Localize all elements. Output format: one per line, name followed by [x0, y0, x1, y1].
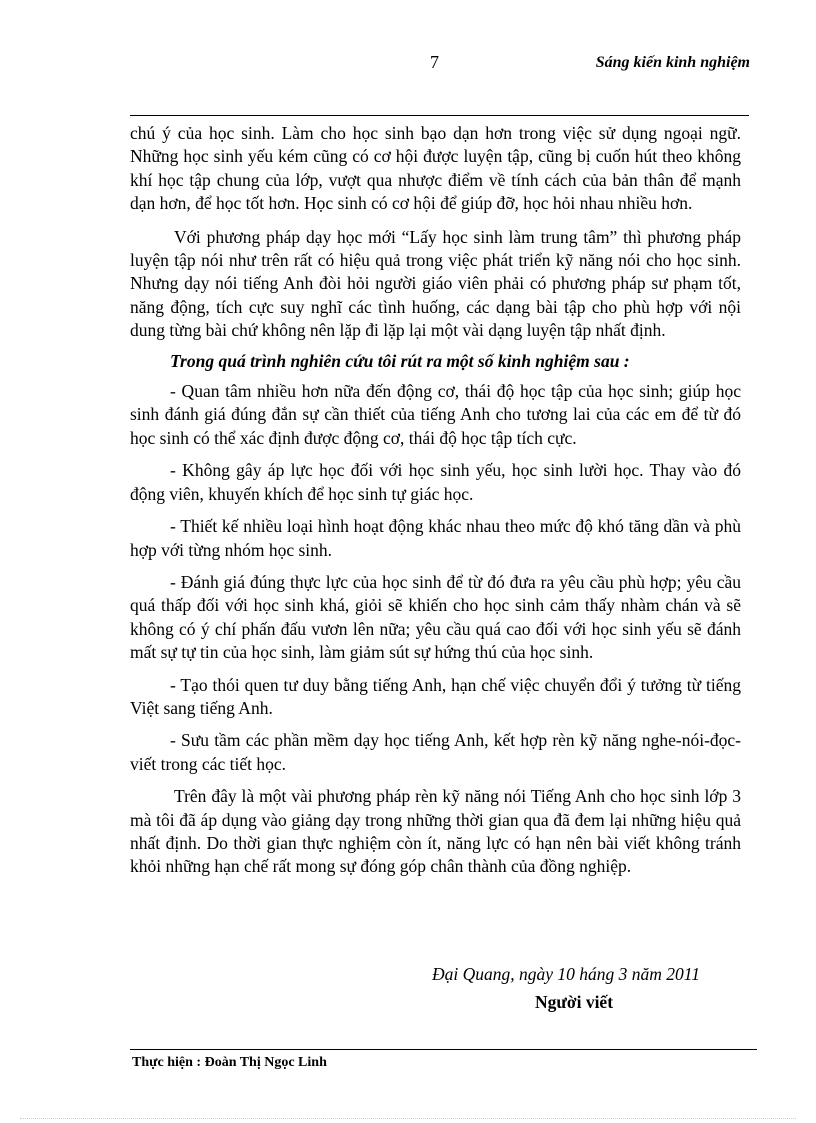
experience-item-1: - Quan tâm nhiều hơn nữa đến động cơ, thái độ học tập của học sinh; giúp học sinh đánh giá đúng đắn sự cần thiết của tiếng Anh cho tương lai của các em để từ đó học sinh có thể xác định được động cơ, thái độ học tập tích cực.	[130, 381, 741, 448]
header-title: Sáng kiến kinh nghiệm	[595, 54, 750, 71]
footer-author: Thực hiện : Đoàn Thị Ngọc Linh	[132, 1055, 327, 1070]
page-header	[130, 52, 750, 82]
experience-item-6: - Sưu tầm các phần mềm dạy học tiếng Anh, kết hợp rèn kỹ năng nghe-nói-đọc-viết trong các tiết học.	[130, 730, 741, 774]
experience-item-4: - Đánh giá đúng thực lực của học sinh để từ đó đưa ra yêu cầu phù hợp; yêu cầu quá thấp đối với học sinh khá, giỏi sẽ khiến cho học sinh cảm thấy nhàm chán và sẽ không có ý chí phấn đấu vươn lên nữa; yêu cầu quá cao đối với học sinh yếu sẽ đánh mất sự tự tin của học sinh, làm giảm sút sự hứng thú của học sinh.	[130, 571, 741, 663]
footer-divider	[130, 1049, 757, 1050]
experience-heading: Trong quá trình nghiên cứu tôi rút ra một số kinh nghiệm sau :	[170, 350, 630, 371]
signature-date: Đại Quang, ngày 10 háng 3 năm 2011	[432, 964, 700, 984]
page-number: 7	[430, 52, 439, 72]
paragraph-method: Với phương pháp dạy học mới “Lấy học sinh làm trung tâm” thì phương pháp luyện tập nói như trên rất có hiệu quả trong việc phát triển kỹ năng nói cho học sinh. Nhưng dạy nói tiếng Anh đòi hỏi người giáo viên phải có phương pháp sư phạm tốt, năng động, tích cực suy nghĩ các tình huống, các dạng bài tập cho phù hợp với nội dung từng bài chứ không nên lặp đi lặp lại một vài dạng luyện tập nhất định.	[130, 226, 741, 341]
experience-item-2: - Không gây áp lực học đối với học sinh yếu, học sinh lười học. Thay vào đó động viên, khuyến khích để học sinh tự giác học.	[130, 460, 741, 504]
experience-item-3: - Thiết kế nhiều loại hình hoạt động khác nhau theo mức độ khó tăng dần và phù hợp với từng nhóm học sinh.	[130, 516, 741, 560]
experience-item-5: - Tạo thói quen tư duy bằng tiếng Anh, hạn chế việc chuyển đổi ý tưởng từ tiếng Việt sang tiếng Anh.	[130, 674, 741, 718]
document-body	[130, 122, 741, 887]
header-divider	[130, 115, 749, 116]
signature-author-label: Người viết	[535, 992, 614, 1012]
paragraph-continuation: chú ý của học sinh. Làm cho học sinh bạo dạn hơn trong việc sử dụng ngoại ngữ. Những học sinh yếu kém cũng có cơ hội được luyện tập, cũng bị cuốn hút theo không khí học tập chung của lớp, vượt qua nhược điểm về tính cách của bản thân để mạnh dạn hơn, để học tốt hơn. Học sinh có cơ hội để giúp đỡ, học hỏi nhau nhiều hơn.	[130, 123, 741, 214]
page-bottom-edge	[20, 1118, 796, 1119]
paragraph-closing: Trên đây là một vài phương pháp rèn kỹ năng nói Tiếng Anh cho học sinh lớp 3 mà tôi đã áp dụng vào giảng dạy trong những thời gian qua đã đem lại những hiệu quả nhất định. Do thời gian thực nghiệm còn ít, năng lực có hạn nên bài viết không tránh khỏi những hạn chế rất mong sự đóng góp chân thành của đồng nghiệp.	[130, 786, 741, 877]
